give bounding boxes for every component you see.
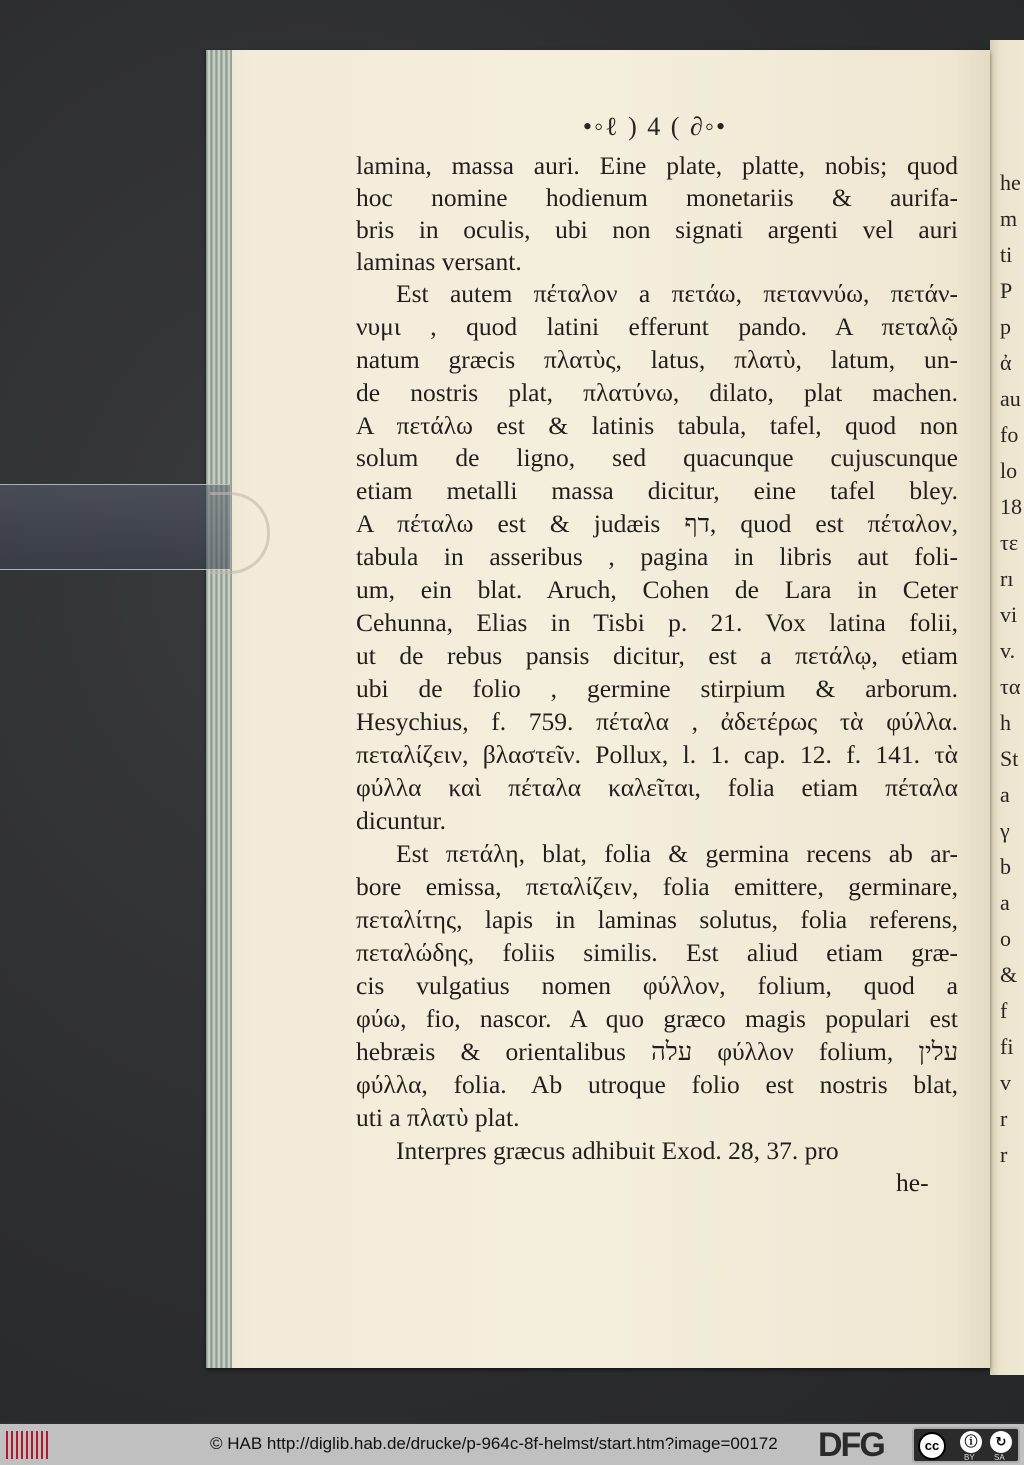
running-header: •◦ℓ ) 4 ( ∂◦• [582, 112, 728, 141]
facing-page-fragment: h [1000, 710, 1011, 735]
facing-page-fragment: fi [1000, 1034, 1014, 1059]
cc-license-badge[interactable] [912, 1427, 1020, 1463]
text-line: uti a πλατὺ plat. [356, 1103, 520, 1132]
text-line: Est autem πέταλον a πετάω, πεταννύω, πετάν- [396, 279, 958, 308]
facing-page-fragment: r [1000, 1142, 1008, 1167]
clip-band [0, 484, 230, 570]
text-line: Interpres græcus adhibuit Exod. 28, 37. pro [396, 1136, 839, 1165]
text-line: tabula in asseribus , pagina in libris aut foli- [356, 542, 958, 571]
text-line: lamina, massa auri. Eine plate, platte, nobis; quod [356, 151, 958, 180]
text-line: dicuntur. [356, 806, 446, 835]
text-line: natum græcis πλατὺς, latus, πλατὺ, latum, un- [356, 345, 958, 374]
facing-page-fragment: & [1000, 962, 1018, 987]
text-line: hebræis & orientalibus עלה φύλλον folium, עלין [356, 1037, 958, 1066]
facing-page-fragment: fo [1000, 422, 1019, 447]
sa-label: SA [994, 1453, 1005, 1462]
text-line: ubi de folio , germine stirpium & arborum. [356, 674, 958, 703]
facing-page-fragment: τε [1000, 530, 1019, 555]
facing-page-fragment: St [1000, 746, 1019, 771]
facing-page-fragment: P [1000, 278, 1013, 303]
facing-page-fragment: he [1000, 170, 1021, 195]
copyright-link[interactable]: © HAB http://diglib.hab.de/drucke/p-964c-8f-helmst/start.htm?image=00172 [210, 1434, 778, 1453]
by-label: BY [964, 1453, 975, 1462]
text-line: bris in oculis, ubi non signati argenti vel auri [356, 215, 958, 244]
facing-page-fragment: f [1000, 998, 1008, 1023]
share-alike-icon: ↻ [990, 1431, 1012, 1453]
facing-page-fragment: a [1000, 890, 1010, 915]
facing-page-fragment: au [1000, 386, 1021, 411]
page-clip [0, 478, 262, 572]
text-line: Cehunna, Elias in Tisbi p. 21. Vox latina folii, [356, 608, 958, 637]
facing-page-fragment: p [1000, 314, 1011, 339]
text-line: Est πετάλη, blat, folia & germina recens ab ar- [396, 839, 958, 868]
footer-bar [0, 1424, 1024, 1465]
text-line: πεταλώδης, foliis similis. Est aliud etiam græ- [356, 938, 958, 967]
text-line: laminas versant. [356, 247, 522, 276]
text-line: πεταλίζειν, βλαστεῖν. Pollux, l. 1. cap. 12. f. 141. τὰ [356, 740, 958, 769]
facing-page-edge [990, 40, 1024, 1375]
text-line: φύλλα, folia. Ab utroque folio est nostris blat, [356, 1070, 958, 1099]
facing-page-fragment: ἀ [1000, 350, 1012, 375]
page-block-edge [206, 50, 232, 1368]
cc-icon: cc [918, 1432, 946, 1460]
catchword: he- [896, 1168, 929, 1197]
facing-page-fragment: a [1000, 782, 1010, 807]
text-line: um, ein blat. Aruch, Cohen de Lara in Ceter [356, 575, 958, 604]
text-line: A πέταλω est & judæis דף, quod est πέταλον, [356, 509, 958, 538]
facing-page-fragment: rı [1000, 566, 1014, 591]
facing-page-fragment: vi [1000, 602, 1018, 627]
facing-page-fragment: r [1000, 1106, 1008, 1131]
text-line: bore emissa, πεταλίζειν, folia emittere, germinare, [356, 872, 958, 901]
text-line: νυμι , quod latini efferunt pando. A πεταλῷ [356, 312, 958, 341]
by-attribution-icon: ⓘ [960, 1431, 982, 1453]
facing-page-fragment: o [1000, 926, 1011, 951]
text-line: cis vulgatius nomen φύλλον, folium, quod a [356, 971, 958, 1000]
facing-page-fragment: m [1000, 206, 1018, 231]
facing-page-fragment: τα [1000, 674, 1021, 699]
text-line: πεταλίτης, lapis in laminas solutus, folia referens, [356, 905, 958, 934]
facing-page-fragment: γ [1000, 818, 1010, 843]
text-line: de nostris plat, πλατύνω, dilato, plat machen. [356, 378, 958, 407]
text-line: φύλλα καὶ πέταλα καλεῖται, folia etiam πέταλα [356, 773, 958, 802]
text-line: φύω, fio, nascor. A quo græco magis populari est [356, 1004, 958, 1033]
text-line: ut de rebus pansis dicitur, est a πετάλῳ, etiam [356, 641, 958, 670]
facing-page-fragment: ti [1000, 242, 1013, 267]
text-line: A πετάλω est & latinis tabula, tafel, quod non [356, 411, 958, 440]
facing-page-fragment: 18 [1000, 494, 1022, 519]
facing-page-fragment: b [1000, 854, 1011, 879]
text-line: hoc nomine hodienum monetariis & aurifa- [356, 183, 958, 212]
hab-logo-icon[interactable] [6, 1431, 48, 1459]
facing-page-fragment: v [1000, 1070, 1011, 1095]
facing-page-fragment: v. [1000, 638, 1016, 663]
facing-page-fragment: lo [1000, 458, 1018, 483]
text-line: etiam metalli massa dicitur, eine tafel bley. [356, 476, 958, 505]
text-line: solum de ligno, sed quacunque cujuscunque [356, 443, 958, 472]
clip-loop [210, 492, 270, 574]
text-line: Hesychius, f. 759. πέταλα , ἀδετέρως τὰ φύλλα. [356, 707, 958, 736]
dfg-logo[interactable]: DFG [818, 1426, 884, 1464]
